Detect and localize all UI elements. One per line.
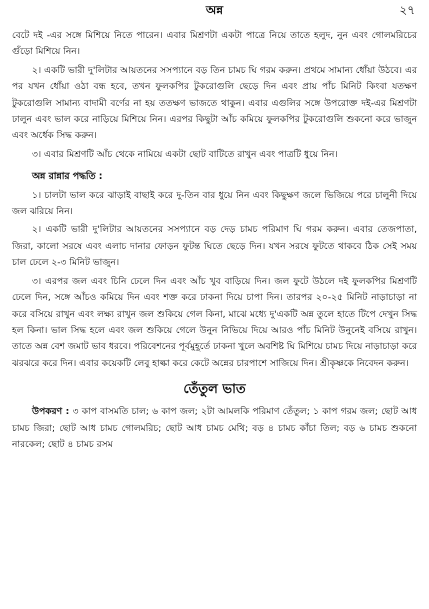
ingredients-text: ৩ কাপ বাসমতি চাল; ৬ কাপ জল; ২টা আমলকি পরিমাণ তেঁতুল; ১ কাপ গরম জল; ছোট আধ চামচ জিরা; ছোট আধ চামচ গোলমরিচ; ছোট আধ চামচ মেথি; বড় ৪ চামচ কাঁচা তিল; বড় ৬ চামচ শুকনো নারকেল; ছোট ৪ চামচ রসম: [12, 407, 417, 450]
page-body: [12, 28, 417, 455]
section-title: তেঁতুল ভাত: [183, 382, 246, 398]
ingredients-label: উপকরণ :: [32, 407, 70, 418]
page-header: [0, 2, 429, 24]
page-number: ২৭: [399, 3, 415, 17]
method-step-2: ২। একটি ভারী দু'লিটার আয়তনের সসপ্যানে বড় দেড় চামচ পরিমাণ ঘি গরম করুন। এবার তেজপাতা, জিরা, কালো সরষে এবং এলাচ দানার ফোড়ন ফুটন্ত ঘিতে ছেড়ে দিন। যখন সরষে ফুটতে থাকবে ঠিক সেই সময় চাল ঢেলে ২-৩ মিনিট ভাজুন।: [12, 225, 417, 269]
method-step-1: ১। চালটা ভাল করে ঝাড়াই বাছাই করে দু-তিন বার ধুয়ে নিন এবং কিছুক্ষণ জলে ভিজিয়ে পরে চালুনী দিয়ে জল ঝরিয়ে নিন।: [12, 190, 417, 218]
ingredients-paragraph: [12, 404, 417, 453]
paragraph-step-2: ২। একটি ভারী দু'লিটার আয়তনের সসপ্যানে বড় তিন চামচ ঘি গরম করুন। প্রথমে সামান্য ধোঁয়া উঠবে। এর পর যখন ধোঁয়া ওঠা বন্ধ হবে, তখন ফুলকপির টুকরোগুলি ছেড়ে দিন এবং প্রায় পাঁচ মিনিট কিংবা যতক্ষণ টুকরোগুলি সামান্য বাদামী বর্ণের না হয় ততক্ষণ ভাজতে থাকুন। এবার এগুলির সঙ্গে উপরোক্ত দই-এর মিশ্রণটা ঢালুন এবং ভাল করে নাড়িয়ে মিশিয়ে নিন। এরপর কিছুটা আঁচ কমিয়ে ফুলকপির টুকরোগুলি শুকনো করে ভাজুন এবং অর্ধেক সিদ্ধ করুন।: [12, 65, 417, 142]
method-step-3: ৩। এরপর জল এবং চিনি ঢেলে দিন এবং আঁচ খুব বাড়িয়ে দিন। জল ফুটে উঠলে দই ফুলকপির মিশ্রণটি ঢেলে দিন, সঙ্গে আঁচও কমিয়ে দিন এবং শক্ত করে ঢাকনা দিয়ে চাপা দিন। তারপর ২০-২৫ মিনিট নাড়াচাড়া না করে বসিয়ে রাখুন এবং লক্ষ্য রাখুন জল শুকিয়ে গেল কিনা, মাঝে মধ্যে দু'একটি অন্ন তুলে হাতে টিপে দেখুন সিদ্ধ হল কিনা। ভাল সিদ্ধ হলে এবং জল শুকিয়ে গেলে উনুন নিভিয়ে দিয়ে আরও পাঁচ মিনিট উনুনেই বসিয়ে রাখুন। তাতে অন্ন বেশ জমাট ভাব ধরবে। পরিবেশনের পূর্বমুহূর্তে ঢাকনা খুলে অবশিষ্ট ঘি মিশিয়ে চামচ দিয়ে নাড়াচাড়া করে ঝরঝরে করে দিন। এবার কয়েকটি লেবু হাল্কা করে কেটে অন্নের চারপাশে সাজিয়ে দিন। শ্রীকৃষ্ণকে নিবেদন করুন।: [12, 276, 417, 369]
paragraph-step-3: ৩। এবার মিশ্রণটি আঁচ থেকে নামিয়ে একটা ছোট বাটিতে রাখুন এবং পাত্রটি ধুয়ে নিন।: [32, 149, 338, 160]
method-heading: অন্ন রান্নার পদ্ধতি :: [32, 171, 103, 183]
paragraph-continuation: বেটে দই -এর সঙ্গে মিশিয়ে নিতে পারেন। এবার মিশ্রণটা একটা পাত্রে নিয়ে তাতে হলুদ, নুন এবং গোলমরিচের গুঁড়ো মিশিয়ে নিন।: [12, 31, 417, 58]
running-title: অন্ন: [205, 3, 224, 17]
